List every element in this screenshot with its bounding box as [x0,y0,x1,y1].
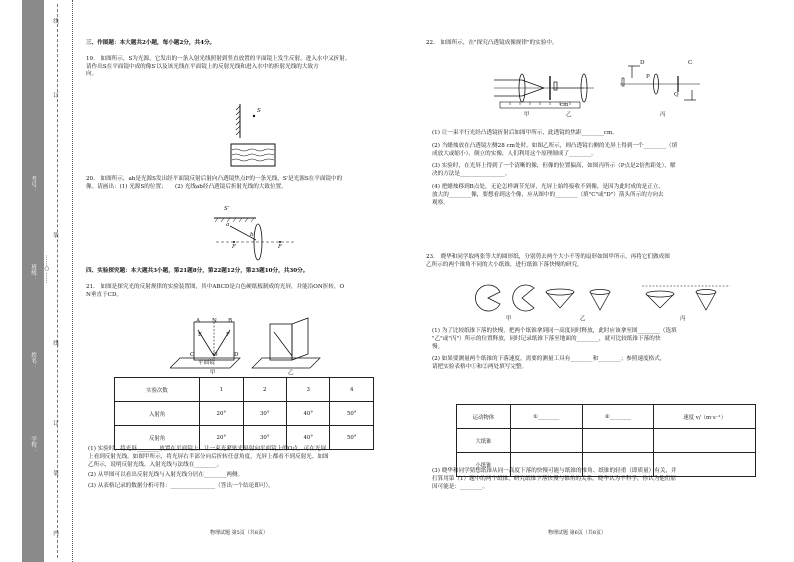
table-cell: 大纸锥 [457,429,511,453]
section-4-heading: 四、实验探究题：本大题共3小题，第21题8分，第22题12分，第23题10分，共30分。 [86,268,309,274]
q21-label-e: E [198,332,203,338]
table-cell: 30° [243,426,286,450]
q21-part-line: (3) 从表格记录的数据分析可得：________________（答出一个结论即可）。 [88,483,274,490]
q23-line: 23. 晓华和同学取两张等大的圆形纸，分别剪去两个大小不等的扇形如图甲所示，再将它们做成图 [426,254,670,260]
table-cell [510,429,582,453]
q20-focus-left: F [232,244,236,250]
q23-caption-c: 丙 [680,316,686,322]
table-header-cell: 4 [330,378,374,402]
q20-point-b: b [250,232,254,238]
q19-line: 向。 [86,71,98,78]
table-header-row [457,405,756,429]
table-header-row [115,378,374,402]
q22-part-line: 成放大或缩小）、倒立的实像，人们利用这个原理制成了________。 [432,150,598,157]
table-cell: 20° [200,426,243,450]
q22-caption-c: 丙 [660,112,666,118]
q19-line: 19. 如图所示，S为光源，它发出的一条入射光线照射到竖直放置的平面镜上发生反射，进入水中又折射。 [86,55,351,62]
q19-figure [226,100,280,172]
q21-table [114,377,374,450]
q21-part-line: 上看到反射光线。如图甲所示，将光屏右半部分向后折转任意角度，光屏上都看不到反射光。如图 [88,453,329,460]
table-header-cell: 实验次数 [115,378,200,402]
left-footer: 物理试题 第5页（共8页） [210,530,268,536]
q22-caption-b: 乙 [566,112,572,118]
table-cell: 40° [287,402,330,426]
q22-caption-a: 甲 [524,112,530,118]
q21-label-b: B [228,318,233,324]
q20-figure [212,206,296,262]
q21-line: N垂直于CD。 [86,291,123,298]
q19-source-label: S [257,108,261,114]
q22-part-line: 观察。 [432,199,449,206]
q20-image-label: S′ [224,206,230,212]
section-3-heading: 三、作图题：本大题共2小题，每小题2分，共4分。 [86,40,216,46]
table-cell: 反射角 [115,426,200,450]
school-label: 学校： [30,436,36,453]
seal-char: 线 [52,340,58,346]
q23-part3-line: 因可能是：________。 [432,483,488,490]
seal-char: 装 [52,470,58,476]
table-header-cell: 运动物体 [457,405,511,429]
q23-part-line: (2) 如果要测量两个纸锥的下落速度，需要的测量工具有________和________；参照速度格式， [432,356,666,363]
table-header-cell: 1 [200,378,243,402]
q22-intro [426,40,766,48]
q22-part-line: (2) 当蜡烛放在凸透镜左侧28 cm处时，如图乙所示，则凸透镜右侧的光屏上得到一个________（填 [432,142,678,149]
q22-parts [432,130,772,207]
table-cell: 40° [287,426,330,450]
q22-part-line: (1) 让一束平行光经凸透镜折射后如图甲所示，此透镜的焦距________cm。 [432,130,618,136]
q23-part3-line: (3) 晓华和同学猜想纸锥从同一高度下落的快慢可能与纸锥的锥角、纸锥的轻重（即质量）有关，并 [432,468,677,474]
q23-table [456,404,756,477]
table-header-cell: ①________ [510,405,582,429]
binding-margin [44,0,73,562]
q21-label-n: N [212,318,217,324]
binding-dots: ……○…… [44,255,50,284]
q21-mirror-label: 平面镜 [198,360,215,366]
q23-figure [474,282,734,316]
q19-line: 请作出S在平面镜中成的像S′以及该光线在平面镜上的反射光线和进入水中的折射光线的大致方 [86,63,319,70]
seal-char: 内 [52,530,58,536]
q23-part-line: 慢。 [432,343,444,350]
q21-part-line: 乙所示，说明反射光线、入射光线与法线在________。 [88,461,223,468]
table-header-cell: 速度 v/（m·s⁻¹） [654,405,756,429]
q22-label-c: C [688,60,693,66]
q20-text [86,176,402,192]
table-cell: 50° [330,426,374,450]
table-header-cell: ②________ [582,405,654,429]
q21-label-c: C [190,352,195,358]
q22-label-p: P [646,74,650,80]
q23-part-line: "乙"或"丙"）所示的位置释放，同时记录纸锥下落至地面的________，就可比较纸锥下落的快 [432,335,661,342]
table-cell [582,429,654,453]
q22-part-line: 决的方法是________________。 [432,171,511,178]
table-cell: 入射角 [115,402,200,426]
q21-line: 21. 如图是探究光的反射规律的实验装置图，其中ABCD是白色硬纸板制成的光屏，并能沿ON折转，O [86,283,345,290]
q21-part-line: (2) 从甲图可以看出反射光线与入射光线分居在________两侧。 [88,472,244,479]
q21-part-line: (1) 实验时，将光屏________放置在平面镜上，让一束光紧贴光屏射向平面镜上的O点，可在光屏 [88,446,327,452]
class-label: 班级： [30,264,36,281]
q23-caption-b: 乙 [580,316,586,322]
q22-part-line: (3) 实验时，在光屏上得到了一个清晰的像，但像的位置偏高，如图丙所示（P点是2倍焦距处），解 [432,163,676,170]
q20-focus-right: F [278,244,282,250]
seal-char: 订 [52,92,58,98]
left-page [86,40,402,79]
table-cell: 20° [200,402,243,426]
table-header-cell: 3 [287,378,330,402]
table-cell [654,429,756,453]
q23-caption-a: 甲 [506,316,512,322]
exam-number-label: 考号： [30,176,36,193]
seal-char: 装 [52,232,58,238]
q21-label-o: O [213,352,218,358]
q22-cm-label: cm [560,102,569,108]
q22-part-line: 放大的________像，要想看到这个像，应从图中的________（填"C"或"D"）箭头所示的方向去 [432,191,664,198]
q22-intro-line: 22. 如图所示，在"探究凸透镜成像规律"的实验中。 [426,40,558,46]
q23-part-line: (1) 为了比较纸锥下落的快慢，把两个纸锥拿到同一高度同时释放，此时应该拿至图________（选填 [432,328,677,334]
table-cell: 50° [330,402,374,426]
q21-caption-a: 甲 [210,370,216,376]
section-4 [86,268,402,299]
table-cell: 小纸锥 [457,453,511,477]
q21-caption-b: 乙 [288,370,294,376]
table-cell: 30° [243,402,286,426]
q21-parts [88,446,408,491]
q20-point-a: a [226,222,230,228]
name-label: 姓名： [30,352,36,369]
q20-line: 像。请画出：(1) 光源S的位置； (2) 光线ab经凸透镜后折射光线的大致位置。 [86,183,287,190]
q22-part-line: (4) 把蜡烛移到B点处，无论怎样调节光屏，光屏上始终接收不到像，是因为此时成的是正立、 [432,183,664,190]
q22-label-q: Q [674,92,679,98]
info-fields [27,0,41,562]
q22-figure [492,54,702,116]
q21-label-f: F [226,332,230,338]
q20-line: 20. 如图所示，ab是光源S发出经平面镜反射后射向凸透镜焦点F的一条光线，S′是光源S在平面镜中的 [86,176,343,182]
table-header-cell: 2 [243,378,286,402]
table-row [115,402,374,426]
q21-label-a: A [196,318,201,324]
q23-line: 乙所示的两个锥角不同的大小纸锥，进行纸锥下落快慢的研究。 [426,261,583,268]
table-row [457,429,756,453]
q23-part3-line: 打算用第（1）题中的两个纸锥，研究纸锥下落快慢与锥角的关系，晓华认为不科学，你认为他们原 [432,475,677,482]
right-footer: 物理试题 第6页（共8页） [548,530,606,536]
q21-figure [170,314,322,370]
seal-char: 订 [52,420,58,426]
seal-char: 线 [52,18,58,24]
q21-label-d: D [234,352,239,358]
q23-part-line: 请把实验表格中①和②两处填写完整。 [432,364,528,371]
q23-part3 [432,468,776,491]
q22-label-d: D [640,60,645,66]
q23-intro [426,254,770,270]
q23-parts [432,328,772,372]
